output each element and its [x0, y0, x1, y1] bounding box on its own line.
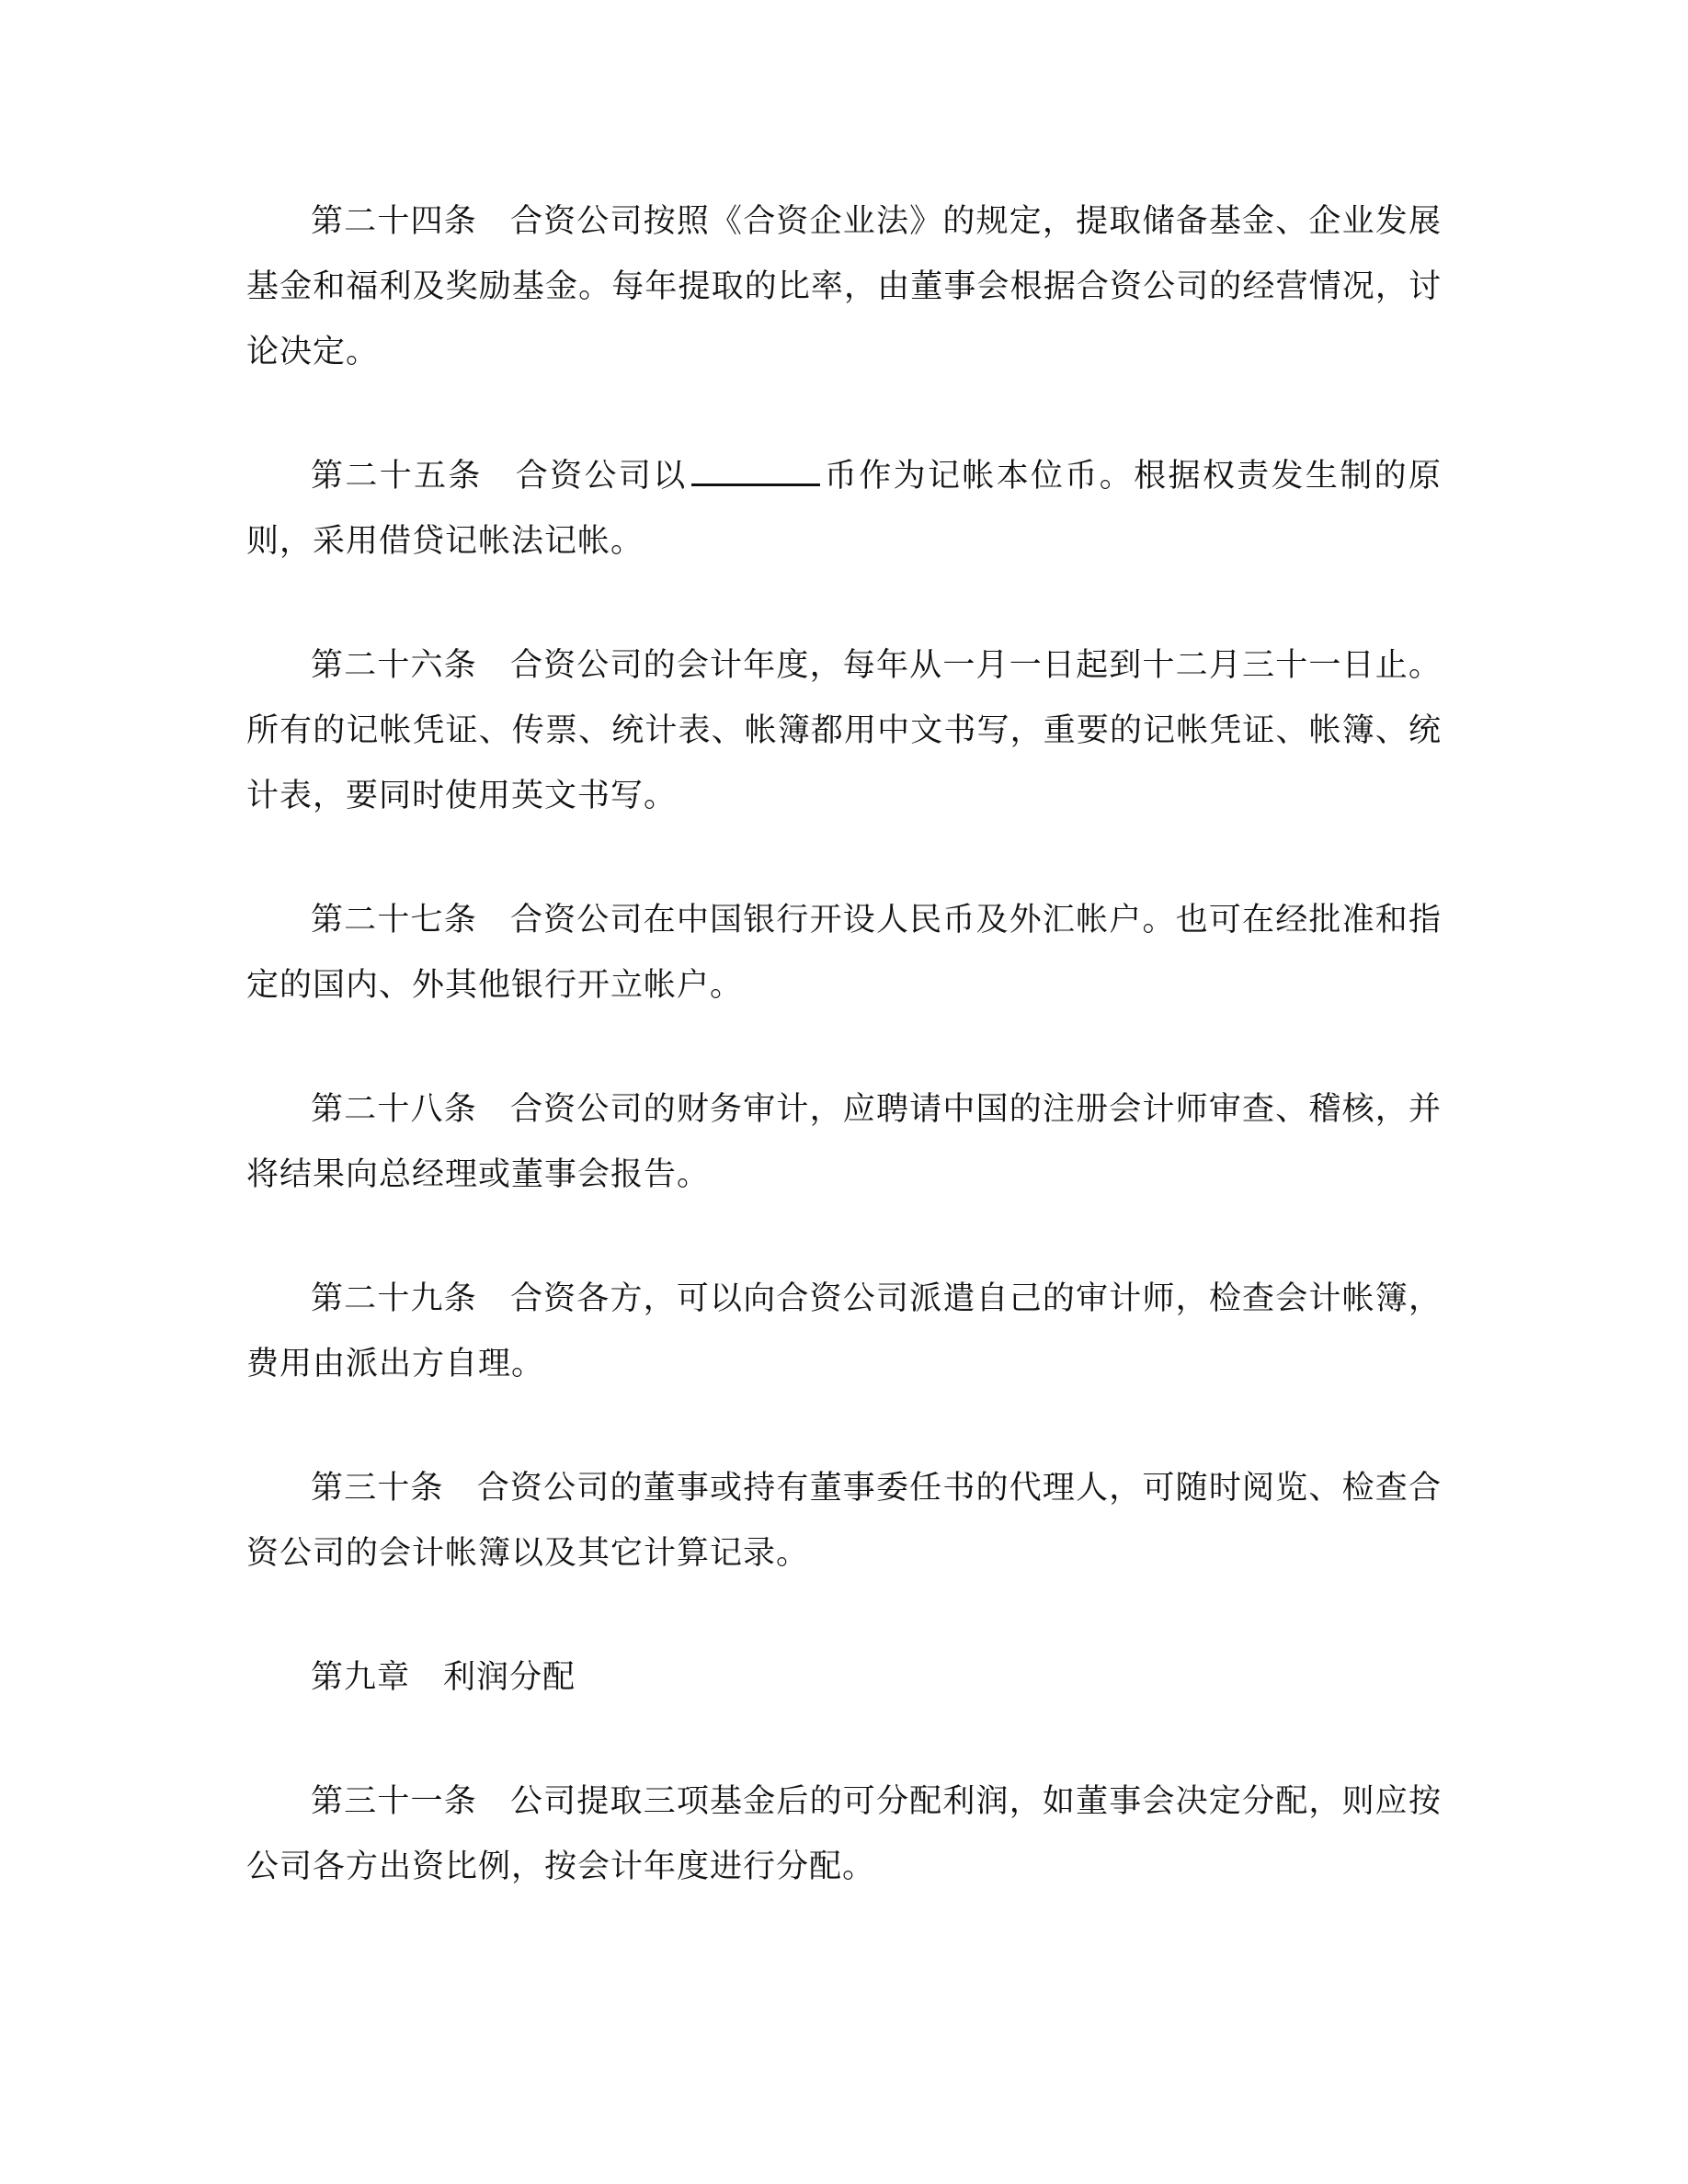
article-label: 第二十八条	[311, 1091, 477, 1128]
article-text: 合资公司按照《合资企业法》的规定，提取储备基金、企业发展基金和福利及奖励基金。每年提取的比率，由董事会根据合资公司的经营情况，讨论决定。	[246, 203, 1442, 370]
article-label: 第二十四条	[311, 203, 477, 240]
article-28	[246, 1077, 1442, 1208]
article-text: 合资各方，可以向合资公司派遣自己的审计师，检查会计帐簿，费用由派出方自理。	[246, 1280, 1442, 1382]
chapter-label: 第九章	[311, 1659, 411, 1696]
article-27	[246, 888, 1442, 1018]
chapter-title: 利润分配	[443, 1659, 576, 1696]
article-text: 合资公司的会计年度，每年从一月一日起到十二月三十一日止。所有的记帐凭证、传票、统计表、帐簿都用中文书写，重要的记帐凭证、帐簿、统计表，要同时使用英文书写。	[246, 647, 1442, 814]
article-label: 第二十九条	[311, 1280, 477, 1317]
article-label: 第二十六条	[311, 647, 477, 684]
article-label: 第三十条	[311, 1470, 444, 1507]
article-label: 第三十一条	[311, 1783, 477, 1820]
article-30	[246, 1456, 1442, 1587]
article-label: 第二十七条	[311, 902, 477, 938]
article-31	[246, 1769, 1442, 1900]
article-text: 合资公司在中国银行开设人民币及外汇帐户。也可在经批准和指定的国内、外其他银行开立帐户。	[246, 902, 1442, 1004]
article-text-before-blank: 合资公司以	[515, 458, 688, 495]
article-26	[246, 633, 1442, 829]
currency-blank-line	[691, 458, 820, 486]
article-29	[246, 1267, 1442, 1397]
article-24	[246, 189, 1442, 385]
article-label: 第二十五条	[311, 458, 483, 495]
document-page	[246, 189, 1442, 1959]
article-text: 合资公司的财务审计，应聘请中国的注册会计师审查、稽核，并将结果向总经理或董事会报告。	[246, 1091, 1442, 1193]
chapter-heading	[246, 1645, 1442, 1711]
article-25	[246, 444, 1442, 574]
article-text: 公司提取三项基金后的可分配利润，如董事会决定分配，则应按公司各方出资比例，按会计年度进行分配。	[246, 1783, 1442, 1885]
article-text-after-blank: 币作为记帐本位币。根据权责发生制的原则，采用借贷记帐法记帐。	[246, 458, 1442, 560]
article-text: 合资公司的董事或持有董事委任书的代理人，可随时阅览、检查合资公司的会计帐簿以及其它计算记录。	[246, 1470, 1442, 1572]
